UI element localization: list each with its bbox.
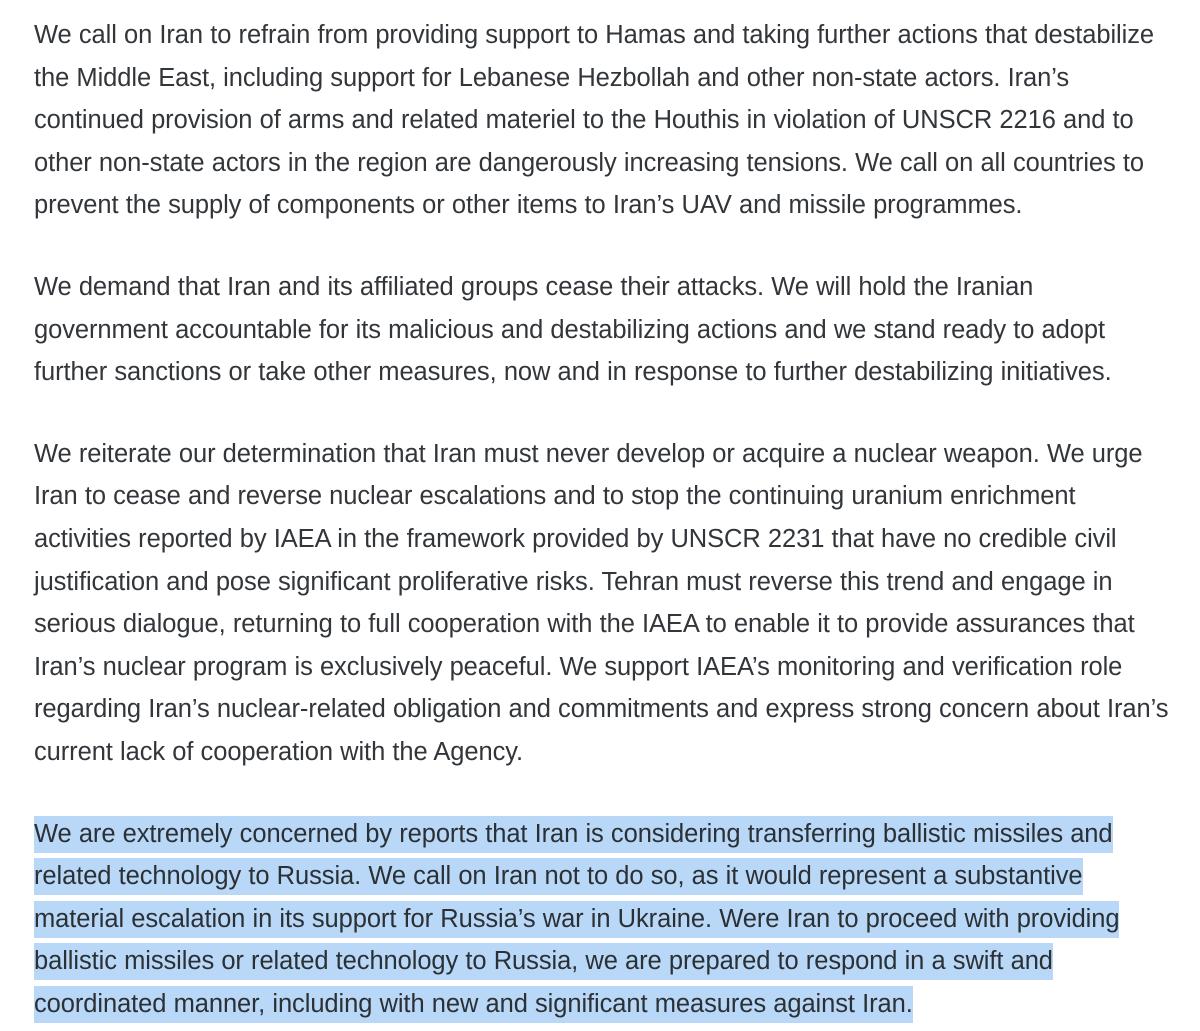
paragraph-3 — [34, 433, 1172, 774]
paragraph-3-text: We reiterate our determination that Iran must never develop or acquire a nuclear weapon. We urge Iran to cease and reverse nuclear escalations and to stop the continuing uranium enrichment activities reported by IAEA in the framework provided by UNSCR 2231 that have no credible civil justification and pose significant proliferative risks. Tehran must reverse this trend and engage in serious dialogue, returning to full cooperation with the IAEA to enable it to provide assurances that Iran’s nuclear program is exclusively peaceful. We support IAEA’s monitoring and verification role regarding Iran’s nuclear-related obligation and commitments and express strong concern about Iran’s current lack of cooperation with the Agency. — [34, 439, 1169, 766]
text-selection-highlight[interactable]: We are extremely concerned by reports that Iran is considering transferring ballistic missiles and related technology to Russia. We call on Iran not to do so, as it would represent a substantive material escalation in its support for Russia’s war in Ukraine. Were Iran to proceed with providing ballistic missiles or related technology to Russia, we are prepared to respond in a swift and coordinated manner, including with new and significant measures against Iran. — [34, 816, 1119, 1023]
paragraph-2-text: We demand that Iran and its affiliated groups cease their attacks. We will hold the Iranian government accountable for its malicious and destabilizing actions and we stand ready to adopt further sanctions or take other measures, now and in response to further destabilizing initiatives. — [34, 272, 1112, 387]
paragraph-1 — [34, 14, 1172, 227]
paragraph-1-text: We call on Iran to refrain from providing support to Hamas and taking further actions that destabilize the Middle East, including support for Lebanese Hezbollah and other non-state actors. Iran’s continued provision of arms and related materiel to the Houthis in violation of UNSCR 2216 and to other non-state actors in the region are dangerously increasing tensions. We call on all countries to prevent the supply of components or other items to Iran’s UAV and missile programmes. — [34, 21, 1154, 220]
paragraph-4-highlighted[interactable] — [34, 813, 1172, 1026]
paragraph-2 — [34, 266, 1172, 394]
